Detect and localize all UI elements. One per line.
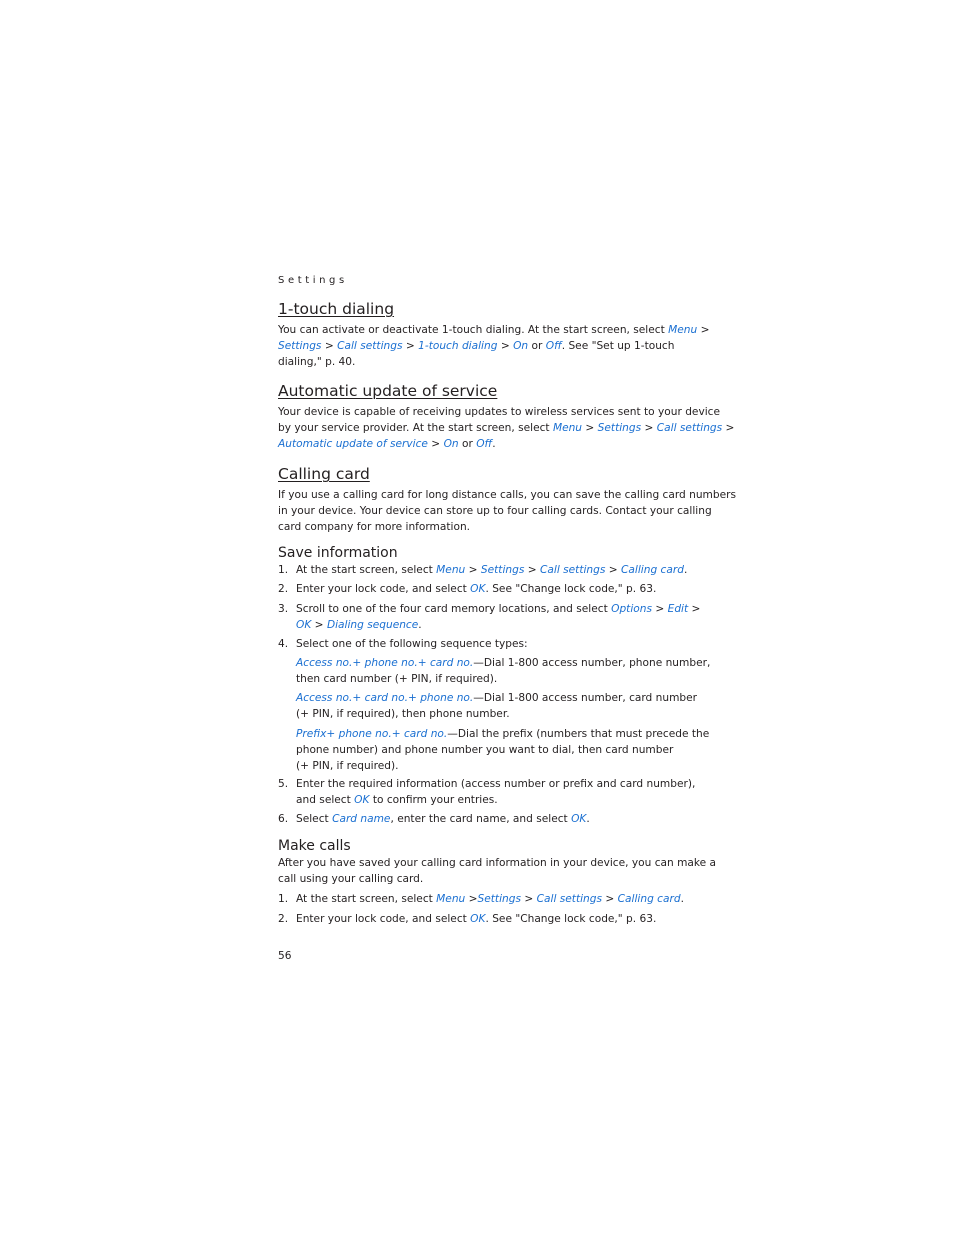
ui-term-call-settings: Call settings [337,339,403,352]
ui-term-settings: Settings [477,893,521,905]
ui-term-menu: Menu [668,324,698,336]
ui-term-on: On [513,339,529,352]
ui-term-menu: Menu [552,421,583,434]
paragraph-make-calls: After you have saved your calling card information in your device, you can make a call using your calling card. [278,857,717,885]
ui-term-calling-card: Calling card [617,893,681,905]
ui-term-ok: OK [296,618,312,631]
ui-term-1-touch-dialing: 1-touch dialing [418,339,498,352]
ui-term-dialing-sequence: Dialing sequence [326,618,419,631]
ui-term-ok: OK [470,913,486,925]
ui-term-automatic-update-of-service: Automatic update of service [278,437,428,450]
subsection-title-save-information: Save information [278,545,398,561]
subsection-title-make-calls: Make calls [278,838,351,854]
paragraph-1-touch-dialing: You can activate or deactivate 1-touch dialing. At the start screen, select Menu > Settings > Call settings > 1-touch dialing > On or Off. See "Set up 1-touch dialing," p. 40. [278,324,710,368]
ui-term-on: On [443,437,459,450]
ui-term-settings: Settings [480,564,525,576]
ui-term-ok: OK [571,813,587,825]
paragraph-automatic-update: Your device is capable of receiving updates to wireless services sent to your device by your service provider. At the start screen, select Menu > Settings > Call settings > Automatic update of service > On or Off. [278,406,735,450]
ui-term-call-settings: Call settings [536,893,603,905]
sequence-option-3: Prefix+ phone no.+ card no.—Dial the prefix (numbers that must precede the phone number) and phone number you want to dial, then card number (+ PIN, if required). [296,728,710,772]
sequence-option-2: Access no.+ card no.+ phone no.—Dial 1-800 access number, card number (+ PIN, if required), then phone number. [296,692,697,720]
running-head: Settings [278,275,348,286]
ui-term-off: Off [476,437,493,450]
ui-term-access-phone-card: Access no.+ phone no.+ card no. [296,657,474,669]
ui-term-ok: OK [470,583,486,595]
ui-term-access-card-phone: Access no.+ card no.+ phone no. [296,692,474,704]
ui-term-settings: Settings [278,339,322,352]
paragraph-calling-card: If you use a calling card for long distance calls, you can save the calling card numbers in your device. Your device can store up to four calling cards. Contact your calling card company for more information. [278,489,736,533]
ui-term-calling-card: Calling card [621,564,684,576]
ui-term-ok: OK [354,793,370,806]
ui-term-settings: Settings [597,421,642,434]
sequence-option-1: Access no.+ phone no.+ card no.—Dial 1-800 access number, phone number, then card number (+ PIN, if required). [296,657,711,685]
ui-term-menu: Menu [436,893,466,905]
section-title-automatic-update: Automatic update of service [278,382,498,400]
section-title-calling-card: Calling card [278,465,370,483]
ui-term-card-name: Card name [332,813,391,825]
section-title-1-touch-dialing: 1-touch dialing [278,300,395,318]
ui-term-edit: Edit [667,603,689,615]
ui-term-call-settings: Call settings [540,564,606,576]
ui-term-call-settings: Call settings [656,421,723,434]
ui-term-menu: Menu [436,564,466,576]
ui-term-options: Options [611,603,652,615]
ui-term-prefix-phone-card: Prefix+ phone no.+ card no. [296,728,448,740]
page-number: 56 [278,950,292,962]
ui-term-off: Off [545,339,562,352]
